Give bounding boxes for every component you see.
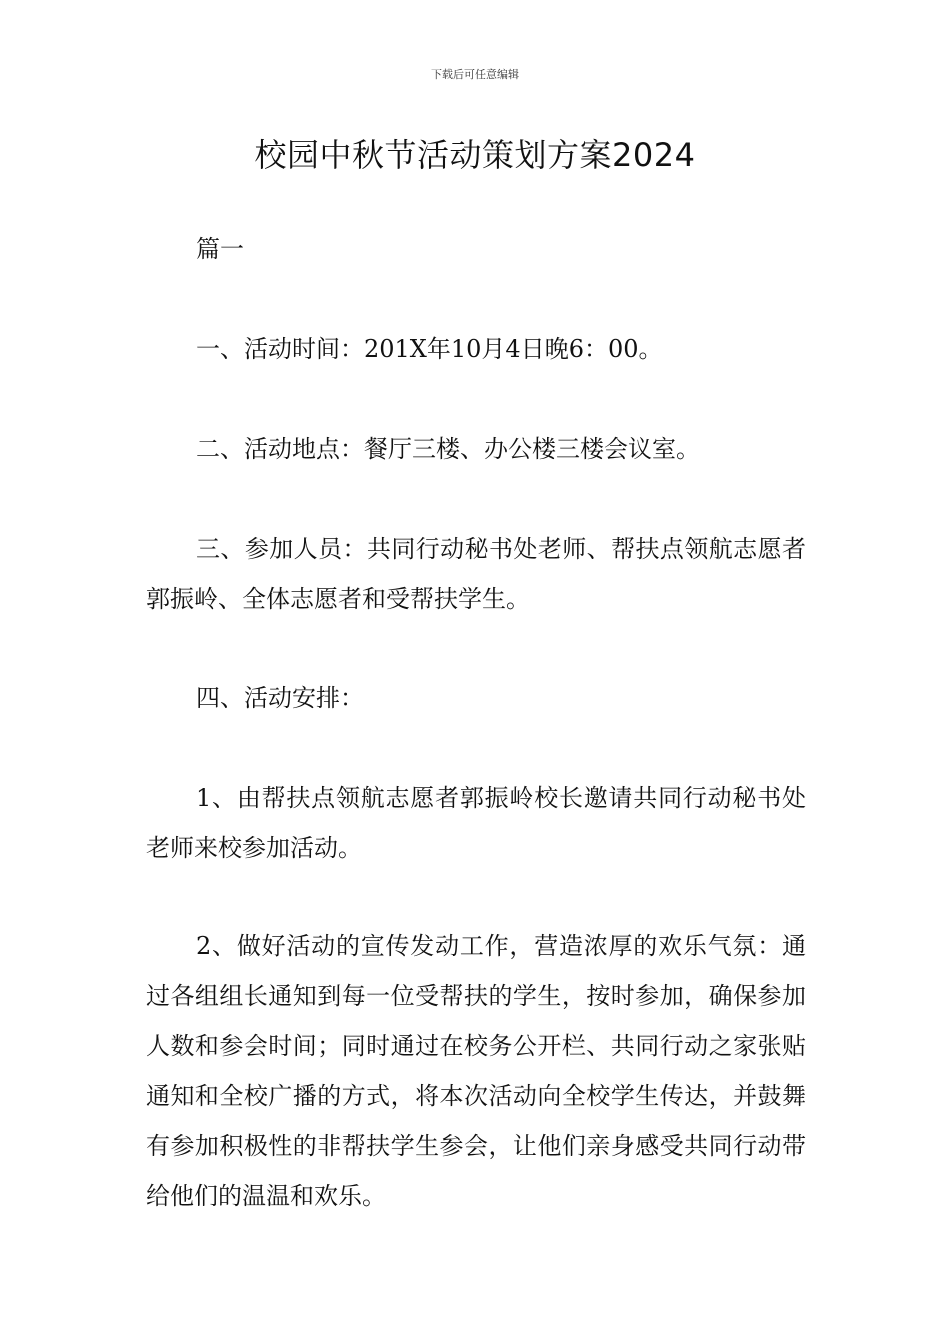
paragraph-activity-time: 一、活动时间：201X年10月4日晚6：00。 bbox=[196, 335, 663, 363]
document-title: 校园中秋节活动策划方案2024 bbox=[254, 136, 696, 174]
paragraph-arrangement-heading: 四、活动安排： bbox=[196, 684, 364, 712]
header-note: 下载后可任意编辑 bbox=[431, 68, 519, 81]
paragraph-activity-location: 二、活动地点：餐厅三楼、办公楼三楼会议室。 bbox=[196, 435, 700, 463]
paragraph-arrangement-2: 2、做好活动的宣传发动工作，营造浓厚的欢乐气氛：通过各组组长通知到每一位受帮扶的学生，按时参加，确保参加人数和参会时间；同时通过在校务公开栏、共同行动之家张贴通知和全校广播的方式，将本次活动向全校学生传达，并鼓舞有参加积极性的非帮扶学生参会，让他们亲身感受共同行动带给他们的温温和欢乐。 bbox=[146, 932, 806, 1210]
paragraph-arrangement-1: 1、由帮扶点领航志愿者郭振岭校长邀请共同行动秘书处老师来校参加活动。 bbox=[146, 784, 806, 862]
paragraph-participants: 三、参加人员：共同行动秘书处老师、帮扶点领航志愿者郭振岭、全体志愿者和受帮扶学生。 bbox=[146, 535, 806, 613]
section-label: 篇一 bbox=[196, 235, 244, 263]
